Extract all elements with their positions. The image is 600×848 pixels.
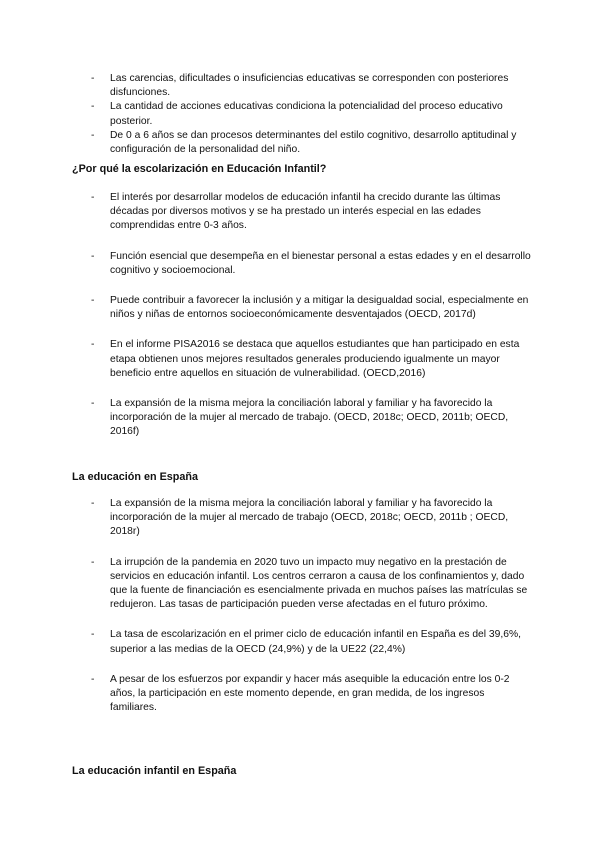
list-item-text: Las carencias, dificultades o insuficiencias educativas se corresponden con posteriores disfunciones. — [110, 73, 509, 99]
list-item-text: A pesar de los esfuerzos por expandir y hacer más asequible la educación entre los 0-2 años, la participación en este momento depende, en gran medida, de los ingresos familiares. — [110, 673, 510, 714]
list-item-text: La cantidad de acciones educativas condiciona la potencialidad del proceso educativo posterior. — [110, 101, 503, 127]
list-item — [91, 673, 531, 716]
list-item-text: La expansión de la misma mejora la conciliación laboral y familiar y ha favorecido la incorporación de la mujer al mercado de trabajo. (OECD, 2018c; OECD, 2011b; OECD, 2016f) — [110, 398, 509, 438]
list-item — [91, 628, 531, 656]
bullet-dash: - — [91, 73, 95, 84]
list-item-text: El interés por desarrollar modelos de educación infantil ha crecido durante las últimas décadas por diversos motivos y se ha prestado un interés especial en las edades comprendidas entre 0-3 años. — [110, 192, 501, 232]
list-item — [91, 191, 531, 234]
list-item-text: De 0 a 6 años se dan procesos determinantes del estilo cognitivo, desarrollo aptitudinal y configuración de la personalidad del niño. — [110, 129, 517, 156]
list-item-text: La expansión de la misma mejora la conciliación laboral y familiar y ha favorecido la incorporación de la mujer al mercado de trabajo (OECD, 2018c; OECD, 2011b ; OECD, 2018r) — [110, 498, 509, 538]
list-item — [91, 397, 531, 440]
list-item — [91, 556, 531, 613]
bullet-dash: - — [91, 673, 95, 685]
list-item-text: Puede contribuir a favorecer la inclusión y a mitigar la desigualdad social, especialmente en niños y niñas de entornos socioeconómicamente desventajados (OECD, 2017d) — [110, 295, 529, 321]
bullet-dash: - — [91, 101, 95, 113]
list-item-text: La irrupción de la pandemia en 2020 tuvo un impacto muy negativo en la prestación de servicios en educación infantil. Los centros cerraron a causa de los confinamientos y, dado que la fuente de financiación es esencialmente privada en muchos países las matrículas se redujeron. Las tasas de participación pueden verse afectadas en el futuro próximo. — [110, 556, 528, 611]
section-heading-why-infantil: ¿Por qué la escolarización en Educación Infantil? — [72, 163, 327, 175]
bullet-dash: - — [91, 498, 95, 509]
bullet-dash: - — [91, 398, 95, 410]
section2-list — [91, 497, 531, 731]
list-item — [91, 72, 531, 100]
bullet-dash: - — [91, 556, 95, 568]
section1-list — [91, 191, 531, 456]
list-item — [91, 338, 531, 381]
bullet-dash: - — [91, 339, 95, 351]
bullet-dash: - — [91, 250, 95, 262]
bullet-dash: - — [91, 129, 95, 141]
list-item — [91, 250, 531, 278]
list-item-text: Función esencial que desempeña en el bienestar personal a estas edades y en el desarrollo cognitivo y socioemocional. — [110, 250, 531, 276]
list-item-text: La tasa de escolarización en el primer ciclo de educación infantil en España es del 39,6%, superior a las medias de la OECD (24,9%) y de la UE22 (22,4%) — [110, 629, 521, 655]
section-heading-educacion-espana: La educación en España — [72, 471, 199, 483]
section-heading-educacion-infantil-espana: La educación infantil en España — [72, 765, 237, 777]
list-item — [91, 497, 531, 540]
bullet-dash: - — [91, 295, 95, 307]
list-item — [91, 100, 531, 128]
intro-list — [91, 72, 531, 157]
list-item — [91, 294, 531, 322]
bullet-dash: - — [91, 629, 95, 641]
bullet-dash: - — [91, 192, 95, 203]
list-item — [91, 129, 531, 157]
list-item-text: En el informe PISA2016 se destaca que aquellos estudiantes que han participado en esta etapa obtienen unos mejores resultados generales produciendo igualmente un mayor beneficio entre aquellos en situación de vulnerabilidad. (OECD,2016) — [110, 339, 520, 379]
